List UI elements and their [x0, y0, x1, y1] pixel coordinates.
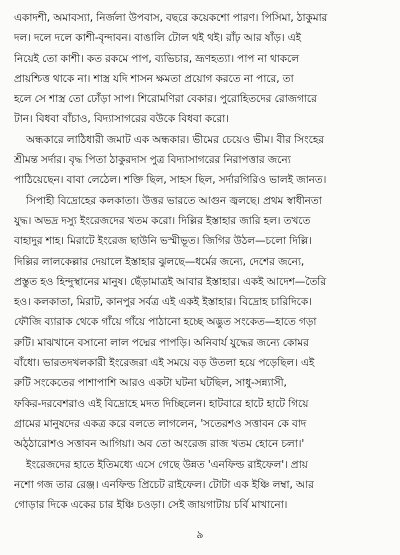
text-line: হলে সে শাস্ত্র তো ঢোঁড়া সাপ। শিরোমণিরা বেকার। পুরোহিতদের রোজগারে	[14, 93, 317, 106]
text-line: অন্ধকারে লাঠিধারী জমাট এক অন্ধকার। ভীমের চেয়েও ভীম। বীর সিংহের	[26, 133, 324, 146]
page-number: ৯	[196, 528, 204, 541]
text-line: গোড়ার দিকে একের চার ইঞ্চি চওড়া। সেই জায়গাটায় চর্বি মাখানো।	[14, 499, 288, 512]
text-line: দিল্লির লালকেল্লার দেয়ালে ইস্তাহার ঝুলছে—ধর্মের জন্যে, দেশের জন্যে,	[14, 255, 305, 268]
text-line: সিপাহী বিদ্রোহের কলকাতা। উত্তর ভারতে আগুন জ্বলছে। প্রথম স্বাধীনতা	[26, 194, 322, 207]
text-line: শ্রীমন্ত সর্দার। বৃদ্ধ পিতা ঠাকুরদাস পুত্র বিদ্যাসাগরের নিরাপত্তার জন্যে	[14, 154, 291, 167]
text-line: বাহাদুর শাহ। মিরাটে ইংরেজ ছাউনি ভস্মীভূত। জিগির উঠল—চলো দিল্লি।	[14, 235, 312, 248]
body-text	[14, 8, 384, 515]
text-line: ফকির-দরবেশরাও এই বিদ্রোহে মদত দিচ্ছিলেন। হাটবারে হাটে হাটে গিয়ে	[14, 397, 309, 410]
text-line: নিয়েই তো কাশী। কত রকমে পাপ, ব্যভিচার, ভ্রূণহত্যা। পাপ না থাকলে	[14, 52, 300, 65]
text-line: রুটি সংকেতের পাশাপাশি আরও একটা ঘটনা ঘটছিল, সাধু-সন্ন্যাসী,	[14, 377, 287, 390]
text-line: গ্রামের মানুষদের একত্র করে বলতে লাগলেন, 'সতেরশও সত্তাবন কে বাদ	[14, 417, 307, 430]
text-line: ফৌজি ব্যারাক থেকে গাঁয়ে গাঁয়ে পাঠানো হচ্ছে অদ্ভুত সংকেত—হাতে গড়া	[14, 316, 317, 329]
text-line: প্রায়শ্চিত্ত থাকে না। শাস্ত্র যদি শাসন ক্ষমতা প্রয়োগ করতে না পারে, তা	[14, 72, 294, 85]
text-line: বাঁধো। ভারতদখলকারী ইংরেজরা এই সময়ে বড় উতলা হয়ে পড়েছিল। এই	[14, 357, 315, 370]
text-line: নশো গজ তার রেঞ্জ। এনফিল্ড প্রিচেট রাইফেল। টোটা এক ইঞ্চি লম্বা, আর	[14, 478, 314, 491]
text-line: হও। কলকাতা, মিরাট, কানপুর সর্বত্র এই একই ইস্তাহার। বিদ্রোহ চারিদিকে।	[14, 296, 312, 309]
text-line: রুটি। মাঝখানে বসানো লাল পদ্মের পাপড়ি। অনিবার্য যুদ্ধের জন্যে কোমর	[14, 336, 309, 349]
text-line: অঠ্ঠারোশও সত্তাবন আগিয়া। অব তো অংরেজ রাজ খতম হোনে চলা।'	[14, 438, 305, 451]
text-line: প্রস্তুত হও হিন্দুস্থানের মানুষ। ছেঁড়ামাত্রই আবার ইস্তাহার। একই আদেশ—তৈরি	[14, 275, 326, 288]
text-line: ইংরেজদের হাতে ইতিমধ্যে এসে গেছে উন্নত 'এনফিল্ড রাইফেল'। প্রায়	[26, 458, 308, 471]
text-line: দল। দলে দলে কাশী-বৃন্দাবন। বাঙালি টোল থই থই। রাঁঢ় আর ষাঁড়। এই	[14, 32, 302, 45]
text-line: একাদশী, অমাবস্যা, নির্জলা উপবাস, বছরে কয়েকশো পারণ। পিসিমা, ঠাকুমার	[14, 12, 328, 24]
text-line: টান। বিধবা বাঁচাও, বিদ্যাসাগরের বউকে বিধবা করো।	[14, 113, 229, 126]
text-line: পাঠিয়েছেন। বাবা লেঠেল। শক্তি ছিল, সাহস ছিল, সর্দারগিরিও ভালই জানত।	[14, 174, 327, 187]
text-line: যুদ্ধ। অভদ্র দস্যু ইংরেজদের খতম করো। দিল্লির ইস্তাহার জারি হল। তখতে	[14, 214, 311, 227]
